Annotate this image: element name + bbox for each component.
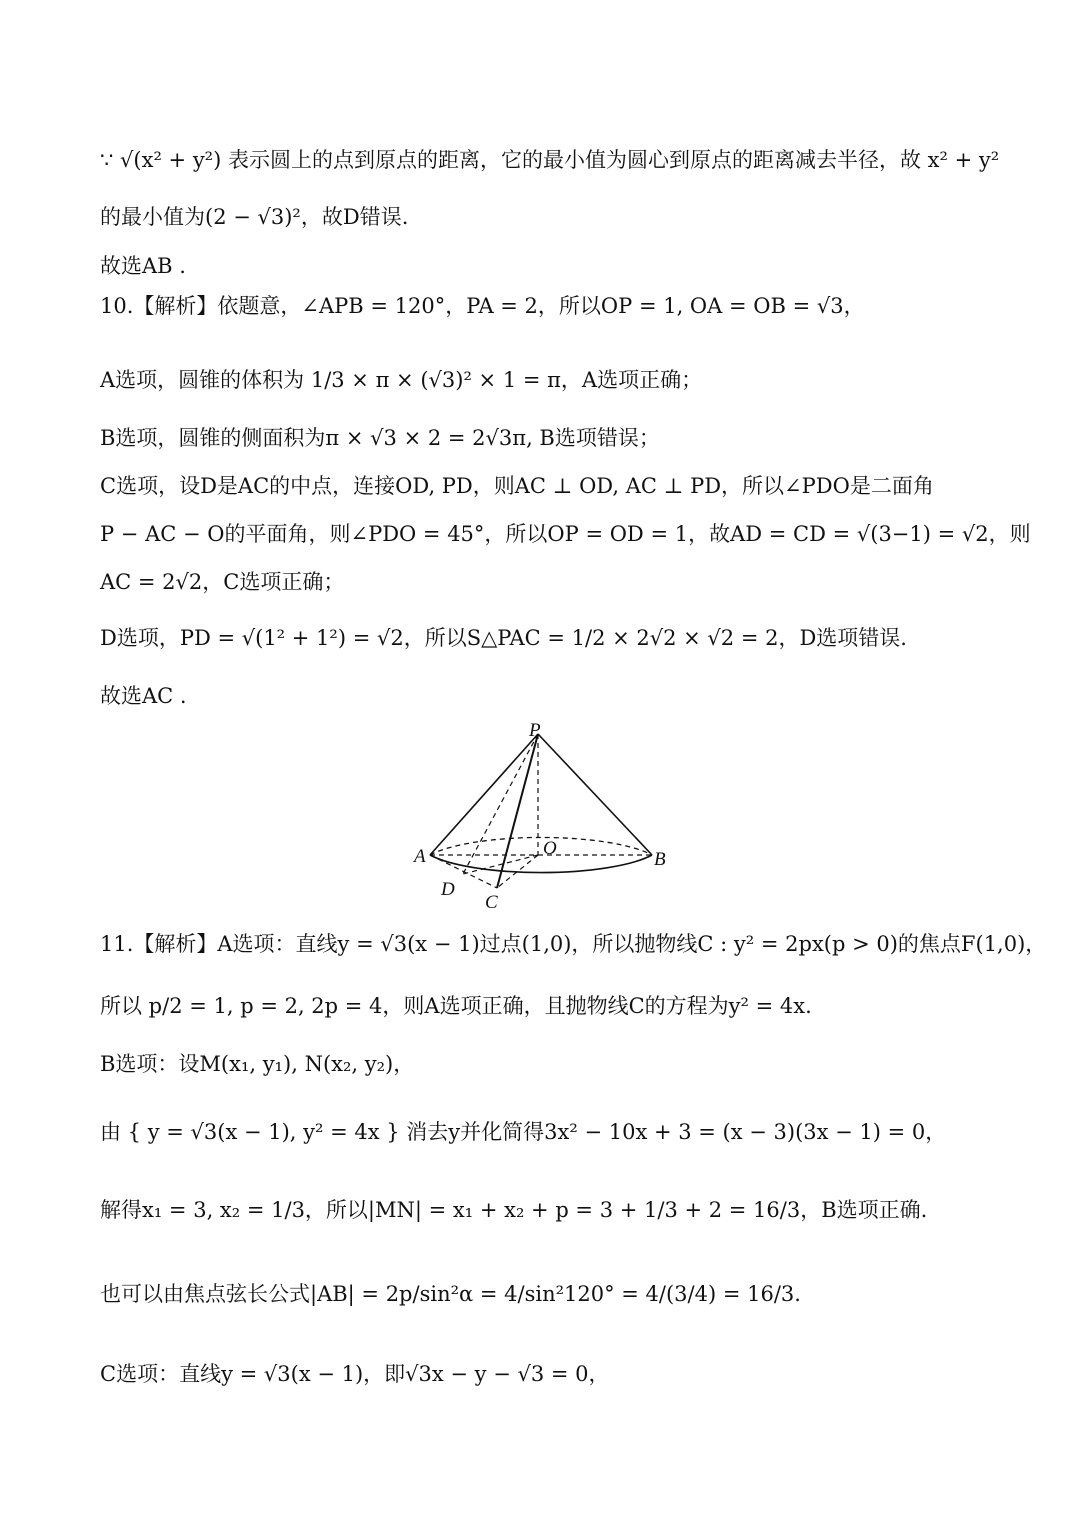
text-line-2: 的最小值为(2 − √3)²，故D错误. [100,205,409,229]
text-line-1: ∵ √(x² + y²) 表示圆上的点到原点的距离，它的最小值为圆心到原点的距离减去半径，故 x² + y² [100,148,1000,172]
cone-base-front [430,855,652,873]
text-line-10: D选项，PD = √(1² + 1²) = √2，所以S△PAC = 1/2 × 2√2 × √2 = 2，D选项错误. [100,626,907,650]
cone-figure [405,722,680,912]
text-line-6: B选项，圆锥的侧面积为π × √3 × 2 = 2√3π, B选项错误； [100,426,660,450]
text-line-16: 解得x₁ = 3, x₂ = 1/3，所以|MN| = x₁ + x₂ + p = 3 + 1/3 + 2 = 16/3，B选项正确. [100,1198,928,1222]
cone-base-back [430,837,652,855]
text-line-17: 也可以由焦点弦长公式|AB| = 2p/sin²α = 4/sin²120° = 4/(3/4) = 16/3. [100,1282,801,1306]
text-line-4: 10.【解析】依题意，∠APB = 120°，PA = 2，所以OP = 1, OA = OB = √3， [100,294,865,318]
text-line-18: C选项：直线y = √3(x − 1)，即√3x − y − √3 = 0， [100,1362,610,1386]
text-line-13: 所以 p/2 = 1, p = 2, 2p = 4，则A选项正确，且抛物线C的方程为y² = 4x. [100,994,812,1018]
text-line-3: 故选AB . [100,254,186,278]
label-B: B [654,849,666,870]
edge-PD [463,734,538,874]
label-P: P [529,722,541,741]
text-line-15: 由 { y = √3(x − 1), y² = 4x } 消去y并化简得3x² − 10x + 3 = (x − 3)(3x − 1) = 0， [100,1120,947,1144]
text-line-14: B选项：设M(x₁, y₁), N(x₂, y₂)， [100,1052,415,1076]
text-line-9: AC = 2√2，C选项正确； [100,570,345,594]
label-O: O [543,838,557,859]
text-line-11: 故选AC . [100,684,187,708]
label-D: D [441,879,455,900]
edge-PB [538,734,652,855]
label-C: C [485,892,498,912]
text-line-8: P − AC − O的平面角，则∠PDO = 45°，所以OP = OD = 1，故AD = CD = √(3−1) = √2，则 [100,522,1031,546]
text-line-12: 11.【解析】A选项：直线y = √3(x − 1)过点(1,0)，所以抛物线C : y² = 2px(p > 0)的焦点F(1,0)， [100,932,1047,956]
label-A: A [414,846,426,867]
text-line-7: C选项，设D是AC的中点，连接OD, PD，则AC ⊥ OD, AC ⊥ PD，所以∠PDO是二面角 [100,474,934,498]
text-line-5: A选项，圆锥的体积为 1/3 × π × (√3)² × 1 = π，A选项正确； [100,368,703,392]
